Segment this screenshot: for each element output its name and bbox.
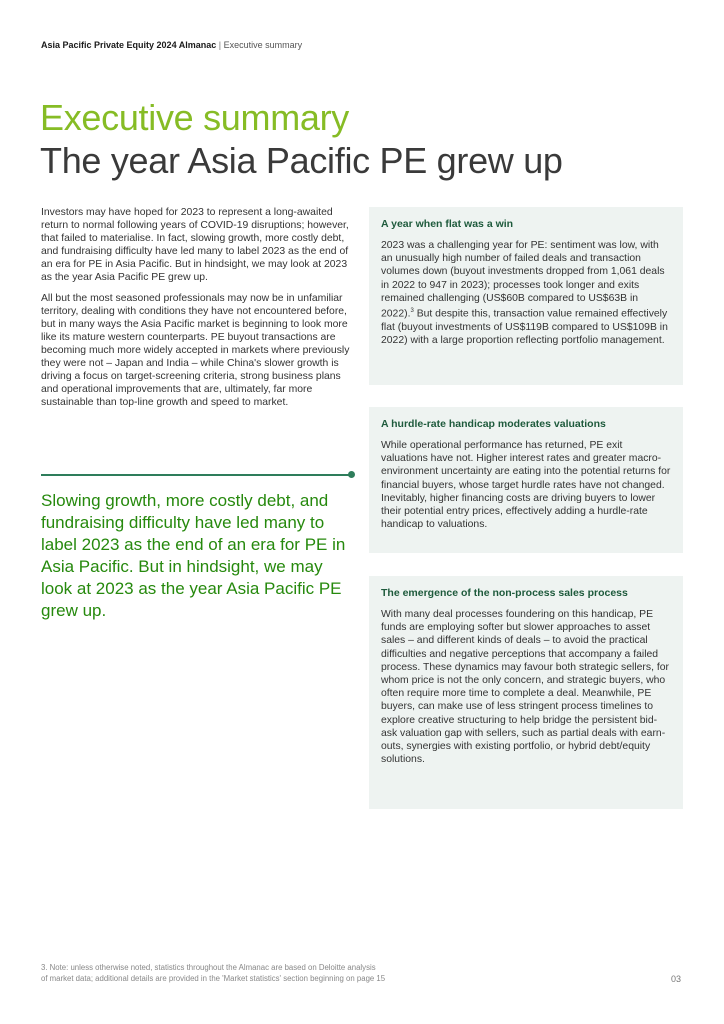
pull-quote: Slowing growth, more costly debt, and fundraising difficulty have led many to label 2023 as the end of an era for PE in Asia Pacific. But in hindsight, we may look at 2023 as the year Asia Pacific PE grew up. (41, 491, 346, 620)
box-heading: A year when flat was a win (381, 218, 514, 230)
page-subtitle: The year Asia Pacific PE grew up (40, 140, 563, 181)
box-body: 2023 was a challenging year for PE: sentiment was low, with an unusually high number of failed deals and transaction volumes down (buyout investments dropped from 1,061 deals in 2022 to 947 in 2023); processes took longer and exits remained challenging (US$60B compared to US$63B in 2022).$^3$ But despite this, transaction value remained effectively flat (buyout investments of US$119B compared to US$109B in 2022) with a large proportion reflecting portfolio management. (381, 240, 668, 346)
highlight-box (369, 407, 683, 553)
highlight-box (369, 576, 683, 809)
section-name: Executive summary (223, 40, 303, 50)
footnote-line: 3. Note: unless otherwise noted, statistics throughout the Almanac are based on Deloitte analysis (41, 963, 376, 972)
footnote-reference: 3 (410, 308, 414, 315)
intro-paragraph: All but the most seasoned professionals may now be in unfamiliar territory, dealing with conditions they have not encountered before, but in many ways the Asia Pacific market is beginning to look more like its mature western counterparts. PE buyout transactions are becoming much more widely accepted in markets where previously they were not – Japan and India – while China's slower growth is driving a focus on target-screening criteria, strong business plans and operational improvements that are, ultimately, far more sustainable than top-line growth and speed to market. (41, 292, 350, 409)
page-number: 03 (671, 974, 682, 984)
box-body: With many deal processes foundering on this handicap, PE funds are employing softer but slower approaches to asset sales – and different kinds of deals – to avoid the practical difficulties and negative perceptions that accompany a failed process. These dynamics may favour both strategic sellers, for whom price is not the only concern, and strategic buyers, who often require more time to complete a deal. Meanwhile, PE buyers, can make use of less stringent process timelines to explore creative structuring to help bridge the persistent bid-ask valuation gap with sellers, such as partial deals with earn-outs, synergies with existing portfolio, or hybrid debt/equity solutions. (381, 609, 669, 766)
publication-title: Asia Pacific Private Equity 2024 Almanac (41, 40, 217, 50)
header-separator: | (218, 40, 222, 50)
box-body: While operational performance has returned, PE exit valuations have not. Higher interest rates and greater macro-environment uncertainty are eating into the potential returns for financial buyers, whose target hurdle rates have not changed. Inevitably, higher financing costs are driving buyers to lower their potential entry prices, effectively adding a hurdle-rate handicap to valuations. (381, 440, 671, 531)
quote-divider (41, 474, 353, 476)
highlight-box (369, 207, 683, 385)
running-header (41, 40, 302, 50)
intro-paragraph: Investors may have hoped for 2023 to represent a long-awaited return to normal following years of COVID-19 disruptions; however, that failed to materialise. In fact, slowing growth, more costly debt, and fundraising difficulty have led many to label 2023 as the end of an era for PE in Asia Pacific. But in hindsight, we may look at 2023 as the year Asia Pacific PE grew up. (41, 207, 349, 284)
footnote (41, 962, 461, 984)
page-title: Executive summary (40, 97, 349, 138)
divider-dot (348, 471, 355, 478)
box-heading: The emergence of the non-process sales process (381, 587, 628, 599)
intro-text (41, 206, 354, 416)
footnote-line: of market data; additional details are provided in the 'Market statistics' section beginning on page 15 (41, 974, 386, 983)
box-heading: A hurdle-rate handicap moderates valuations (381, 418, 606, 430)
